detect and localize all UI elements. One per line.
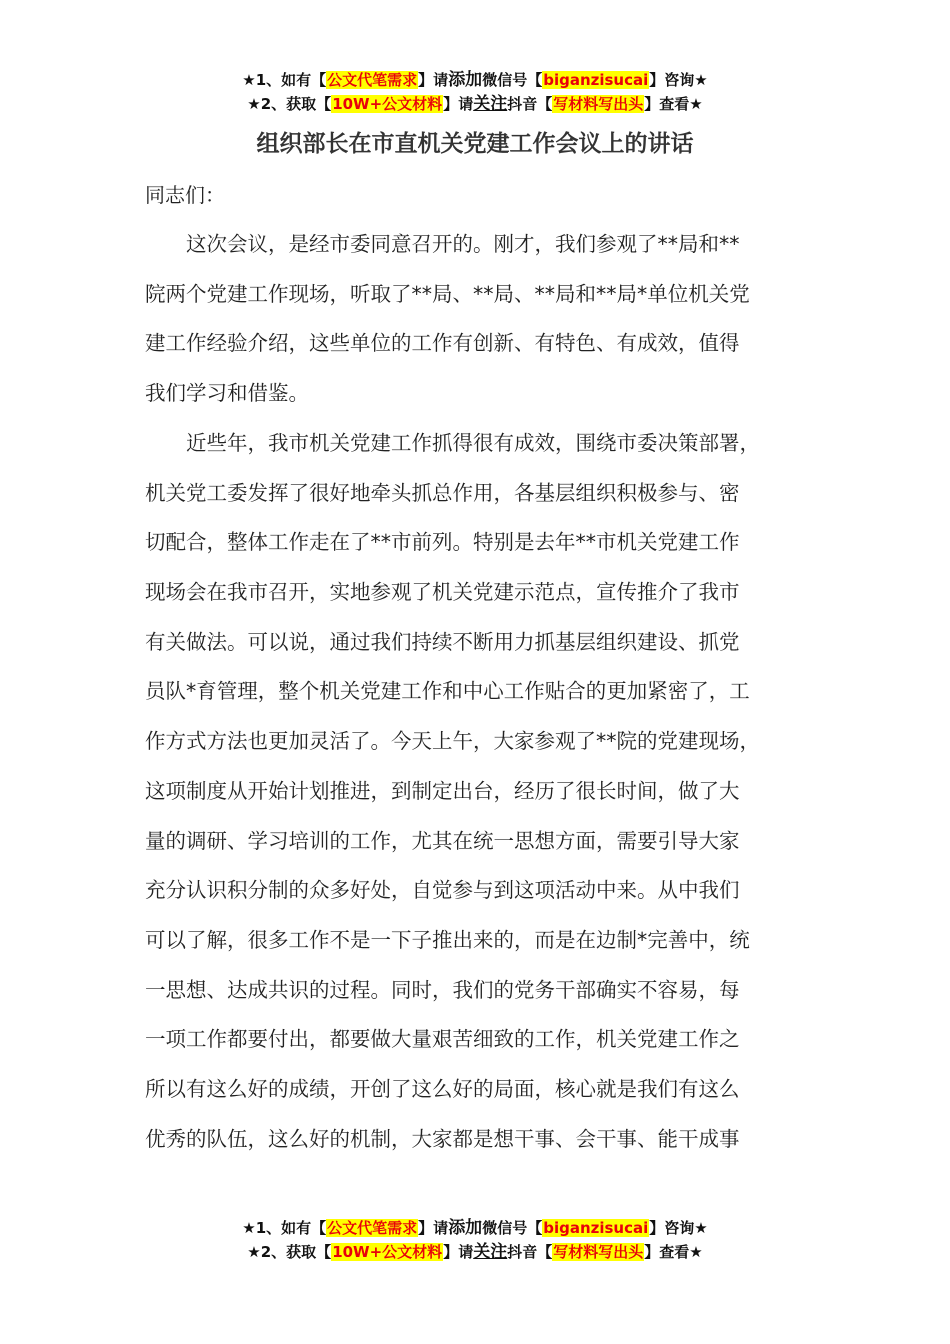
- text-line: 所以有这么好的成绩，开创了这么好的局面，核心就是我们有这么: [145, 1076, 740, 1101]
- banner-text: ★2、获取【: [247, 1243, 332, 1261]
- banner-line-1: [0, 1216, 950, 1240]
- text-line: 一项工作都要付出，都要做大量艰苦细致的工作，机关党建工作之: [145, 1027, 740, 1052]
- header-banner: [0, 68, 950, 116]
- banner-line-2: [0, 92, 950, 116]
- text-line: 这项制度从开始计划推进，到制定出台，经历了很长时间，做了大: [145, 778, 740, 803]
- banner-emphasis: 添加: [448, 1218, 483, 1238]
- banner-emphasis: 添加: [448, 70, 483, 90]
- banner-emphasis: 关注: [473, 1242, 508, 1262]
- banner-text: 】请: [443, 1243, 474, 1261]
- banner-highlight: 公文代笔需求: [327, 1219, 418, 1237]
- banner-highlight: 10W+公文材料: [332, 95, 443, 113]
- banner-text: ★1、如有【: [242, 71, 327, 89]
- banner-text: ★2、获取【: [247, 95, 332, 113]
- salutation: 同志们：: [145, 183, 225, 207]
- paragraph-2: [145, 419, 835, 1164]
- text-line: 有关做法。可以说，通过我们持续不断用力抓基层组织建设、抓党: [145, 629, 740, 654]
- text-line: 充分认识积分制的众多好处，自觉参与到这项活动中来。从中我们: [145, 878, 740, 903]
- banner-wechat-id: biganzisucai: [543, 1219, 649, 1237]
- banner-emphasis: 关注: [473, 94, 508, 114]
- text-line: 我们学习和借鉴。: [145, 381, 309, 406]
- banner-text: 抖音【: [507, 1243, 553, 1261]
- banner-highlight: 10W+公文材料: [332, 1243, 443, 1261]
- banner-line-1: [0, 68, 950, 92]
- banner-line-2: [0, 1240, 950, 1264]
- text-line: 切配合，整体工作走在了**市前列。特别是去年**市机关党建工作: [145, 530, 740, 555]
- text-line: 一思想、达成共识的过程。同时，我们的党务干部确实不容易，每: [145, 977, 740, 1002]
- document-title: 组织部长在市直机关党建工作会议上的讲话: [256, 131, 694, 157]
- banner-text: ★1、如有【: [242, 1219, 327, 1237]
- banner-highlight: 写材料写出头: [553, 95, 644, 113]
- banner-text: 】查看★: [644, 95, 703, 113]
- banner-highlight: 公文代笔需求: [327, 71, 418, 89]
- text-line: 院两个党建工作现场，听取了**局、**局、**局和**局*单位机关党: [145, 281, 750, 306]
- text-line: 量的调研、学习培训的工作，尤其在统一思想方面，需要引导大家: [145, 828, 740, 853]
- banner-text: 抖音【: [507, 95, 553, 113]
- banner-text: 】咨询★: [649, 1219, 708, 1237]
- text-line: 作方式方法也更加灵活了。今天上午，大家参观了**院的党建现场，: [145, 729, 760, 754]
- text-line: 优秀的队伍，这么好的机制，大家都是想干事、会干事、能干成事: [145, 1126, 740, 1151]
- text-line: 这次会议，是经市委同意召开的。刚才，我们参观了**局和**: [145, 232, 740, 256]
- banner-text: 】请: [418, 1219, 449, 1237]
- text-line: 可以了解，很多工作不是一下子推出来的，而是在边制*完善中，统: [145, 927, 750, 952]
- banner-highlight: 写材料写出头: [553, 1243, 644, 1261]
- text-line: 现场会在我市召开，实地参观了机关党建示范点，宣传推介了我市: [145, 580, 740, 605]
- banner-text: 微信号【: [482, 1219, 543, 1237]
- text-line: 员队*育管理，整个机关党建工作和中心工作贴合的更加紧密了，工: [145, 679, 750, 704]
- paragraph-1: [145, 220, 835, 419]
- banner-text: 】查看★: [644, 1243, 703, 1261]
- banner-text: 】咨询★: [649, 71, 708, 89]
- text-line: 建工作经验介绍，这些单位的工作有创新、有特色、有成效，值得: [145, 331, 740, 356]
- footer-banner: [0, 1216, 950, 1264]
- text-line: 近些年，我市机关党建工作抓得很有成效，围绕市委决策部署，: [145, 431, 760, 455]
- banner-text: 】请: [418, 71, 449, 89]
- text-line: 机关党工委发挥了很好地牵头抓总作用，各基层组织积极参与、密: [145, 480, 740, 505]
- banner-text: 微信号【: [482, 71, 543, 89]
- banner-text: 】请: [443, 95, 474, 113]
- banner-wechat-id: biganzisucai: [543, 71, 649, 89]
